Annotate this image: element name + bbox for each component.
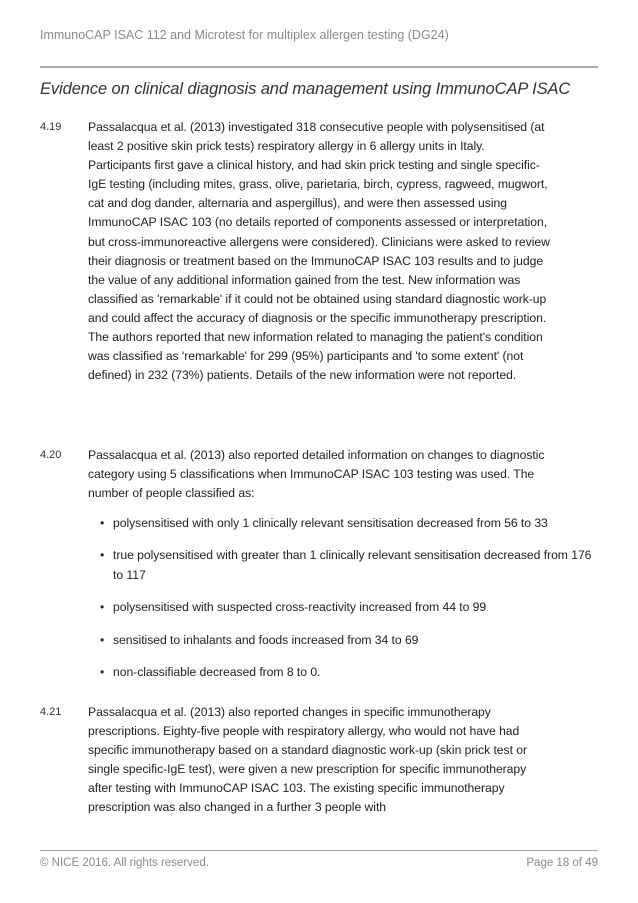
paragraph-4-21 [40, 703, 598, 843]
classification-list [100, 514, 604, 696]
header-divider [40, 66, 598, 68]
running-header: ImmunoCAP ISAC 112 and Microtest for multiplex allergen testing (DG24) [40, 28, 449, 42]
paragraph-text: Passalacqua et al. (2013) investigated 318 consecutive people with polysensitised (at least 2 positive skin prick tests) respiratory allergy in 6 allergy units in Italy. Participants first gave a clinical history, and had skin prick testing and single specific-IgE testing (including mites, grass, olive, parietaria, birch, cypress, ragweed, mugwort, cat and dog dander, alternaria and aspergillus), and were then assessed using ImmunoCAP ISAC 103 (no details reported of components assessed or interpretation, but cross-immunoreactive allergens were considered). Clinicians were asked to review their diagnosis or treatment based on the ImmunoCAP ISAC 103 results and to judge the value of any additional information gained from the test. New information was classified as 'remarkable' if it could not be obtained using standard diagnostic work-up and could affect the accuracy of diagnosis or the specific immunotherapy prescription. The authors reported that new information related to managing the patient's condition was classified as 'remarkable' for 299 (95%) participants and 'to some extent' (not defined) in 232 (73%) patients. Details of the new information were not reported. [88, 120, 550, 383]
copyright-notice: © NICE 2016. All rights reserved. [40, 857, 209, 869]
paragraph-number: 4.19 [40, 121, 62, 133]
list-item-text: sensitised to inhalants and foods increased from 34 to 69 [113, 632, 419, 647]
list-item-text: non-classifiable decreased from 8 to 0. [113, 665, 321, 680]
paragraph-4-19 [40, 118, 598, 428]
section-heading: Evidence on clinical diagnosis and management using ImmunoCAP ISAC [40, 80, 571, 98]
list-item-text: polysensitised with only 1 clinically relevant sensitisation decreased from 56 to 33 [113, 516, 548, 530]
paragraph-text: Passalacqua et al. (2013) also reported detailed information on changes to diagnostic category using 5 classifications when ImmunoCAP ISAC 103 testing was used. The number of people classified as: [88, 448, 545, 501]
bullet-icon: • [100, 632, 105, 647]
list-item-text: true polysensitised with greater than 1 clinically relevant sensitisation decreased from 176 to 117 [113, 548, 592, 582]
page-number: Page 18 of 49 [526, 857, 598, 869]
bullet-icon: • [100, 600, 105, 615]
bullet-icon: • [100, 516, 105, 530]
list-item [100, 663, 604, 682]
paragraph-number: 4.20 [40, 449, 62, 461]
list-item [100, 598, 604, 617]
list-item [100, 631, 604, 650]
bullet-icon: • [100, 665, 105, 680]
paragraph-number: 4.21 [40, 706, 62, 718]
footer-divider [40, 850, 598, 851]
list-item-text: polysensitised with suspected cross-reactivity increased from 44 to 99 [113, 600, 487, 615]
bullet-icon: • [100, 548, 105, 563]
paragraph-text: Passalacqua et al. (2013) also reported changes in specific immunotherapy prescriptions. Eighty-five people with respiratory allergy, who would not have had specific immunotherapy based on a standard diagnostic work-up (skin prick test or single specific-IgE test), were given a new prescription for specific immunotherapy after testing with ImmunoCAP ISAC 103. The existing specific immunotherapy prescription was also changed in a further 3 people with [88, 705, 527, 815]
list-item [100, 514, 604, 533]
list-item [100, 546, 604, 584]
paragraph-4-20 [40, 446, 598, 506]
